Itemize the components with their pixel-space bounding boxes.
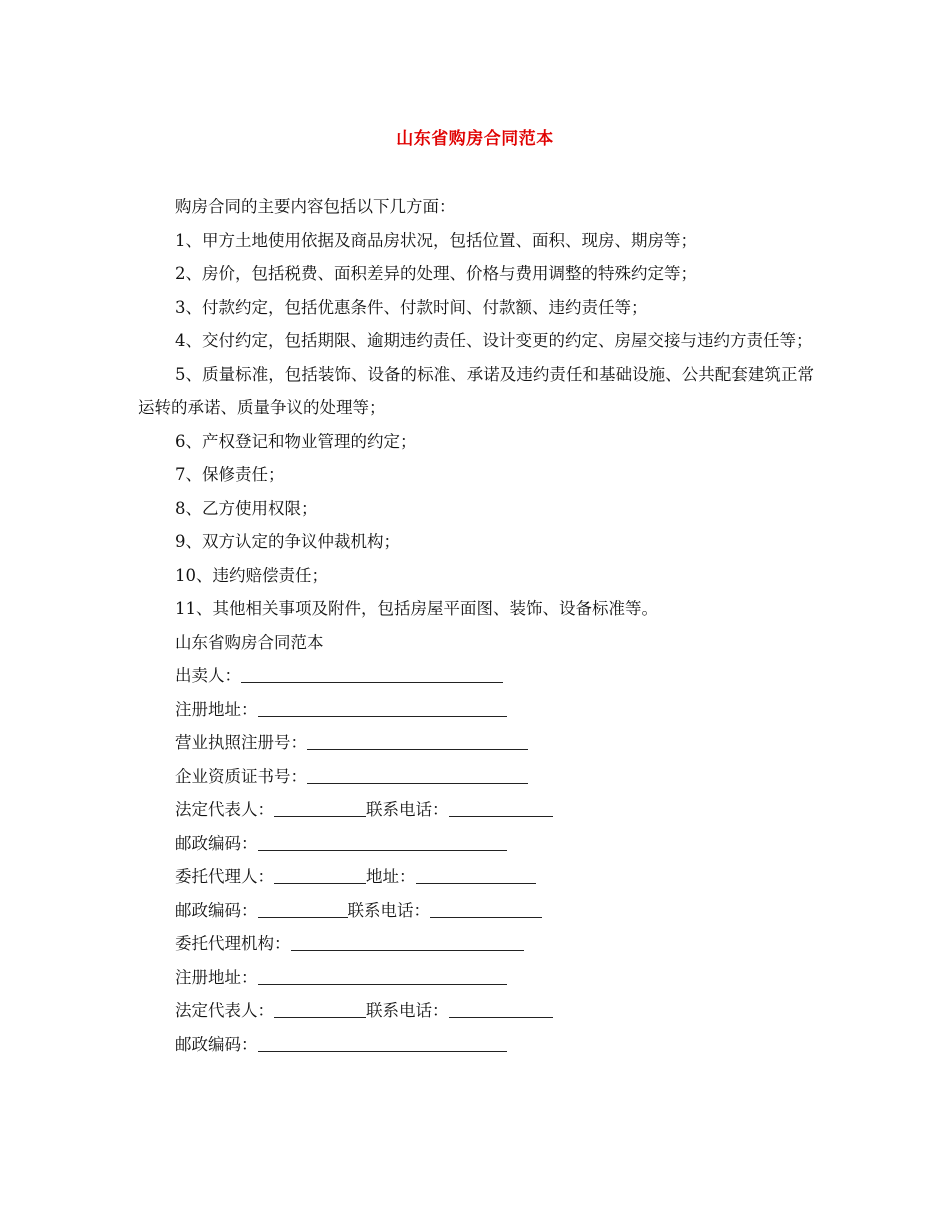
reg-address-blank-1[interactable]: [258, 715, 507, 717]
item-6: 6、产权登记和物业管理的约定；: [175, 431, 417, 451]
postcode-row-1: [138, 827, 814, 861]
item-9: 9、双方认定的争议仲裁机构；: [175, 532, 400, 551]
phone-blank-3[interactable]: [449, 1016, 553, 1018]
seller-row: [138, 659, 814, 693]
phone-label-3: 联系电话：: [366, 1001, 449, 1020]
section-subtitle: 山东省购房合同范本: [175, 632, 324, 652]
postcode-row-2: [138, 894, 814, 928]
agent-label: 委托代理人：: [175, 867, 274, 886]
agency-row: [138, 927, 814, 961]
legal-rep-blank-1[interactable]: [274, 815, 366, 817]
postcode-label-2: 邮政编码：: [175, 900, 258, 920]
agency-label: 委托代理机构：: [175, 934, 291, 953]
item-3: 3、付款约定，包括优惠条件、付款时间、付款额、违约责任等；: [175, 297, 648, 317]
item-7: 7、保修责任；: [175, 465, 285, 484]
item-5: 5、质量标准，包括装饰、设备的标准、承诺及违约责任和基础设施、公共配套建筑正常运转的承诺、质量争议的处理等；: [138, 364, 814, 417]
phone-label-2: 联系电话：: [347, 900, 430, 920]
postcode-row-3: [138, 1028, 814, 1062]
item-1: 1、甲方土地使用依据及商品房状况，包括位置、面积、现房、期房等；: [175, 230, 697, 250]
item-11: 11、其他相关事项及附件，包括房屋平面图、装饰、设备标准等。: [175, 599, 658, 618]
document-body: [138, 190, 814, 1061]
seller-blank[interactable]: [241, 681, 503, 683]
phone-blank-1[interactable]: [449, 815, 553, 817]
license-row: [138, 726, 814, 760]
phone-label-1: 联系电话：: [366, 800, 449, 819]
reg-address-blank-2[interactable]: [258, 983, 507, 985]
document-title: 山东省购房合同范本: [396, 129, 554, 149]
seller-label: 出卖人：: [175, 666, 241, 685]
address-blank[interactable]: [416, 882, 536, 884]
address-label: 地址：: [366, 867, 416, 886]
postcode-label-3: 邮政编码：: [175, 1034, 258, 1054]
legal-rep-blank-2[interactable]: [274, 1016, 366, 1018]
legal-rep-row-2: [138, 994, 814, 1028]
agent-row: [138, 860, 814, 894]
item-8: 8、乙方使用权限；: [175, 498, 318, 518]
qualification-row: [138, 760, 814, 794]
postcode-blank-3[interactable]: [258, 1050, 507, 1052]
postcode-blank-1[interactable]: [258, 849, 507, 851]
item-4: 4、交付约定，包括期限、逾期违约责任、设计变更的约定、房屋交接与违约方责任等；: [175, 331, 813, 350]
phone-blank-2[interactable]: [430, 916, 542, 918]
qualification-blank[interactable]: [307, 782, 528, 784]
legal-rep-row-1: [138, 793, 814, 827]
license-blank[interactable]: [307, 748, 528, 750]
reg-address-row-2: [138, 961, 814, 995]
item-2: 2、房价，包括税费、面积差异的处理、价格与费用调整的特殊约定等；: [175, 264, 697, 283]
legal-rep-label-1: 法定代表人：: [175, 800, 274, 819]
postcode-blank-2[interactable]: [258, 916, 348, 918]
reg-address-row-1: [138, 693, 814, 727]
intro-paragraph: 购房合同的主要内容包括以下几方面：: [175, 197, 456, 216]
postcode-label-1: 邮政编码：: [175, 833, 258, 853]
agency-blank[interactable]: [291, 949, 524, 951]
reg-address-label-1: 注册地址：: [175, 699, 258, 719]
item-10: 10、违约赔偿责任；: [175, 565, 328, 585]
license-label: 营业执照注册号：: [175, 733, 307, 752]
qualification-label: 企业资质证书号：: [175, 766, 307, 786]
agent-blank[interactable]: [274, 882, 366, 884]
reg-address-label-2: 注册地址：: [175, 967, 258, 987]
legal-rep-label-2: 法定代表人：: [175, 1001, 274, 1020]
